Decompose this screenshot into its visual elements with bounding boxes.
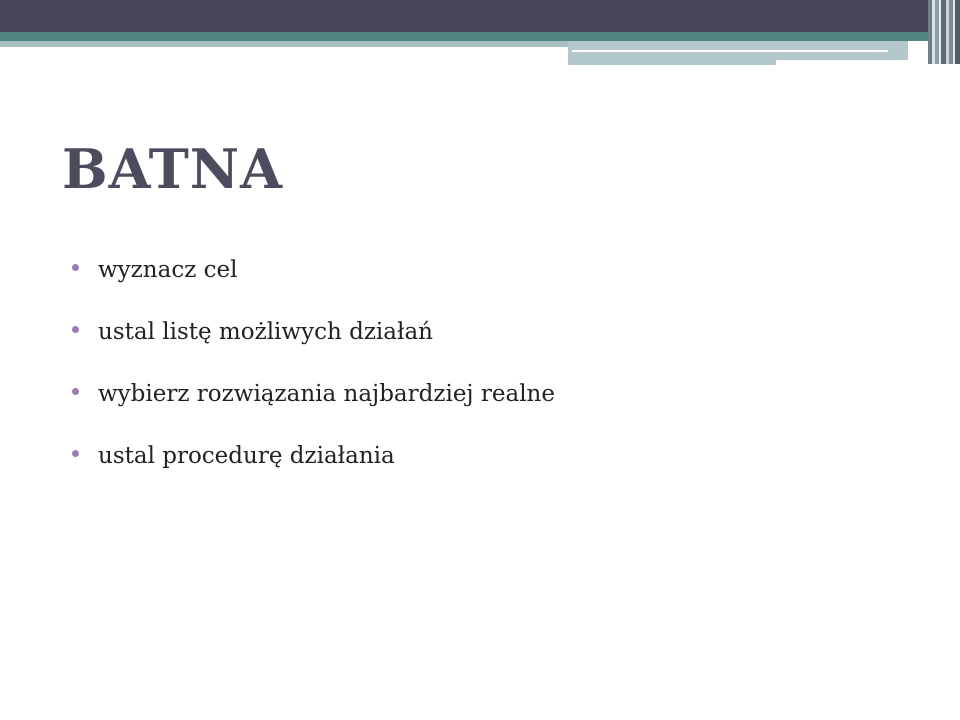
bullet-text: wyznacz cel [98, 257, 238, 283]
bullet-text: ustal listę możliwych działań [98, 319, 433, 345]
edge-stripe [955, 0, 960, 64]
bullet-text: wybierz rozwiązania najbardziej realne [98, 381, 555, 407]
bullet-marker-icon [72, 450, 79, 457]
header-accent-line [572, 50, 888, 52]
bullet-item [72, 443, 555, 505]
header-band-grey [0, 41, 568, 47]
slide-title: BATNA [62, 137, 284, 201]
header-accent-line-short [776, 60, 908, 65]
header-band-dark [0, 0, 960, 32]
bullet-text: ustal procedurę działania [98, 443, 395, 469]
bullet-marker-icon [72, 388, 79, 395]
bullet-item [72, 319, 555, 381]
bullet-list [72, 257, 555, 505]
bullet-marker-icon [72, 326, 79, 333]
bullet-item [72, 381, 555, 443]
header-band-teal [0, 32, 960, 41]
bullet-item [72, 257, 555, 319]
bullet-marker-icon [72, 264, 79, 271]
